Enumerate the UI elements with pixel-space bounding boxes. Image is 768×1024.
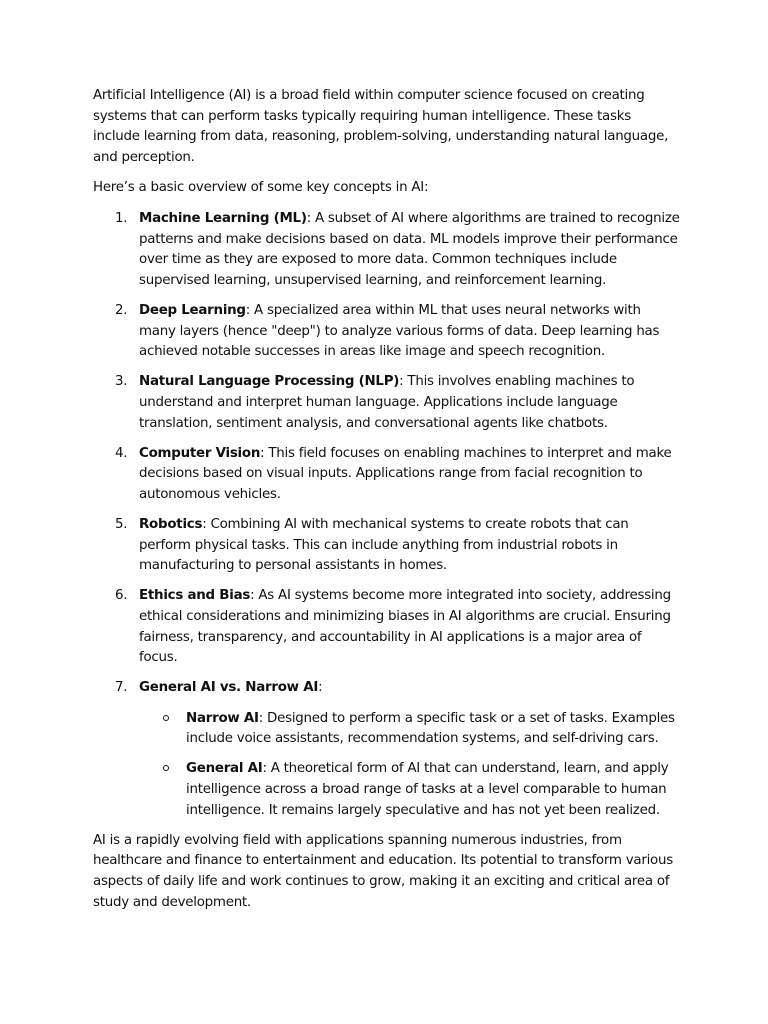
list-item — [93, 209, 681, 291]
list-item — [93, 444, 681, 506]
concept-term: Computer Vision — [139, 445, 261, 461]
concept-description: : As AI systems become more integrated into society, addressing ethical considerations and minimizing biases in AI algorithms are crucial. Ensuring fairness, transparency, and accountability in AI applications is a major area of focus. — [139, 588, 671, 666]
concept-description: : — [318, 680, 323, 696]
hollow-bullet-icon — [163, 765, 169, 771]
list-number: 7. — [115, 680, 128, 696]
concept-description: : A subset of AI where algorithms are trained to recognize patterns and make decisions based on data. ML models improve their performance over time as they are exposed to more data. Common techniques include supervised learning, unsupervised learning, and reinforcement learning. — [139, 210, 680, 288]
concept-term: Deep Learning — [139, 302, 246, 318]
list-number: 6. — [115, 588, 128, 604]
list-item — [93, 515, 681, 577]
list-number: 1. — [115, 210, 128, 226]
subconcept-description: : A theoretical form of AI that can understand, learn, and apply intelligence across a broad range of tasks at a level comparable to human intelligence. It remains largely speculative and has not yet been realized. — [186, 761, 669, 818]
concept-term: General AI vs. Narrow AI — [139, 680, 319, 696]
concept-term: Natural Language Processing (NLP) — [139, 374, 400, 390]
list-number: 5. — [115, 517, 128, 533]
subconcept-description: : Designed to perform a specific task or a set of tasks. Examples include voice assistants, recommendation systems, and self-driving cars. — [186, 710, 675, 747]
list-item — [93, 678, 681, 821]
concept-description: : This field focuses on enabling machines to interpret and make decisions based on visual inputs. Applications range from facial recognition to autonomous vehicles. — [139, 445, 672, 502]
list-item — [93, 586, 681, 668]
list-number: 4. — [115, 445, 128, 461]
sub-list-item — [139, 759, 681, 821]
concept-term: Machine Learning (ML) — [139, 210, 307, 226]
subconcept-term: Narrow AI — [186, 710, 259, 726]
intro-paragraph: Artificial Intelligence (AI) is a broad field within computer science focused on creating systems that can perform tasks typically requiring human intelligence. These tasks include learning from data, reasoning, problem-solving, understanding natural language, and perception. — [93, 88, 669, 165]
concept-term: Ethics and Bias — [139, 588, 251, 604]
sub-list-item — [139, 709, 681, 750]
list-number: 3. — [115, 374, 128, 390]
concept-description: : This involves enabling machines to understand and interpret human language. Applications include language translation, sentiment analysis, and conversational agents like chatbots. — [139, 374, 635, 431]
overview-heading: Here’s a basic overview of some key concepts in AI: — [93, 180, 429, 196]
concepts-list — [93, 209, 681, 821]
conclusion-paragraph: AI is a rapidly evolving field with applications spanning numerous industries, from healthcare and finance to entertainment and education. Its potential to transform various aspects of daily life and work continues to grow, making it an exciting and critical area of study and development. — [93, 832, 673, 910]
document-page — [93, 86, 681, 923]
sub-list — [139, 709, 681, 822]
hollow-bullet-icon — [163, 715, 169, 721]
list-item — [93, 301, 681, 363]
list-number: 2. — [115, 302, 128, 318]
subconcept-term: General AI — [186, 761, 263, 777]
list-item — [93, 372, 681, 434]
concept-description: : A specialized area within ML that uses neural networks with many layers (hence "deep") to analyze various forms of data. Deep learning has achieved notable successes in areas like image and speech recognition. — [139, 302, 660, 360]
concept-term: Robotics — [139, 517, 203, 533]
concept-description: : Combining AI with mechanical systems to create robots that can perform physical tasks. This can include anything from industrial robots in manufacturing to personal assistants in homes. — [139, 517, 629, 574]
